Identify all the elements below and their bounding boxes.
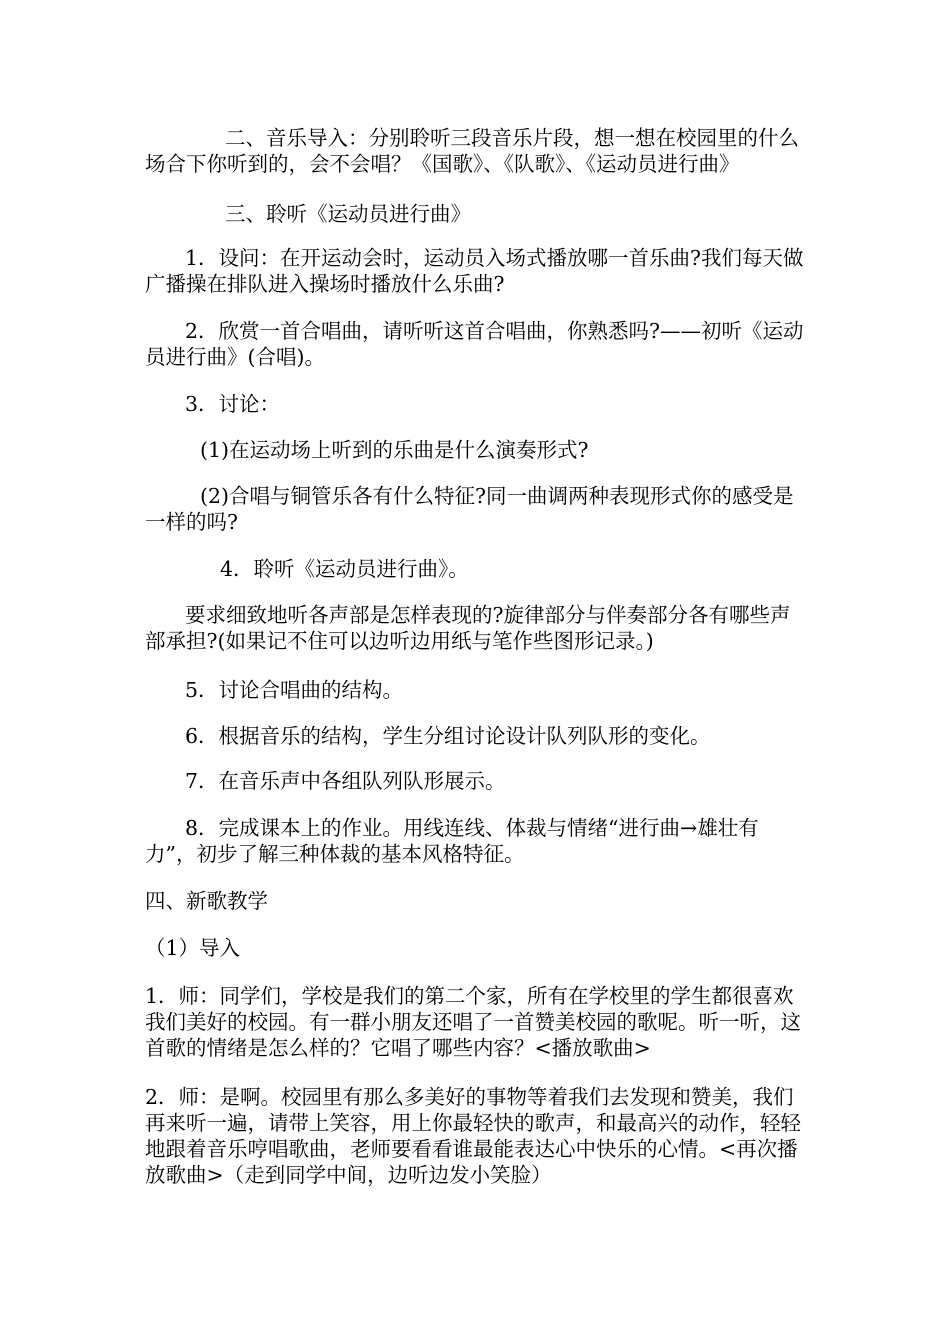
paragraph-teacher-1: 1．师：同学们，学校是我们的第二个家，所有在学校里的学生都很喜欢我们美好的校园。有一群小朋友还唱了一首赞美校园的歌呢。听一听，这首歌的情绪是怎么样的？它唱了哪些内容？<播放歌曲> [145,984,801,1060]
paragraph-section-four-heading: 四、新歌教学 [145,889,268,913]
paragraph-requirement: 要求细致地听各声部是怎样表现的?旋律部分与伴奏部分各有哪些声部承担?(如果记不住可以边听边用纸与笔作些图形记录。) [145,603,791,653]
paragraph-item-5: 5．讨论合唱曲的结构。 [185,678,404,702]
paragraph-item-6: 6．根据音乐的结构，学生分组讨论设计队列队形的变化。 [185,724,711,748]
paragraph-item-1: 1．设问：在开运动会时，运动员入场式播放哪一首乐曲?我们每天做广播操在排队进入操场时播放什么乐曲? [145,246,804,296]
paragraph-subheading-intro: （1）导入 [145,936,241,960]
paragraph-item-2: 2．欣赏一首合唱曲，请听听这首合唱曲，你熟悉吗?——初听《运动员进行曲》(合唱)。 [145,319,804,369]
paragraph-teacher-2: 2．师：是啊。校园里有那么多美好的事物等着我们去发现和赞美，我们再来听一遍，请带上笑容，用上你最轻快的歌声，和最高兴的动作，轻轻地跟着音乐哼唱歌曲，老师要看看谁最能表达心中快乐的心情。<再次播放歌曲>（走到同学中间，边听边发小笑脸） [145,1085,801,1187]
paragraph-subitem-2: (2)合唱与铜管乐各有什么特征?同一曲调两种表现形式你的感受是一样的吗? [145,484,794,534]
paragraph-music-intro: 二、音乐导入：分别聆听三段音乐片段，想一想在校园里的什么场合下你听到的，会不会唱？《国歌》、《队歌》、《运动员进行曲》 [145,126,799,176]
paragraph-item-3: 3．讨论： [185,392,281,416]
paragraph-item-8: 8．完成课本上的作业。用线连线、体裁与情绪“进行曲→雄壮有力”，初步了解三种体裁的基本风格特征。 [145,816,759,866]
paragraph-subitem-1: (1)在运动场上听到的乐曲是什么演奏形式? [200,438,589,462]
paragraph-section-three-heading: 三、聆听《运动员进行曲》 [225,202,471,226]
paragraph-item-7: 7．在音乐声中各组队列队形展示。 [185,769,506,793]
paragraph-item-4: 4．聆听《运动员进行曲》。 [220,557,469,581]
